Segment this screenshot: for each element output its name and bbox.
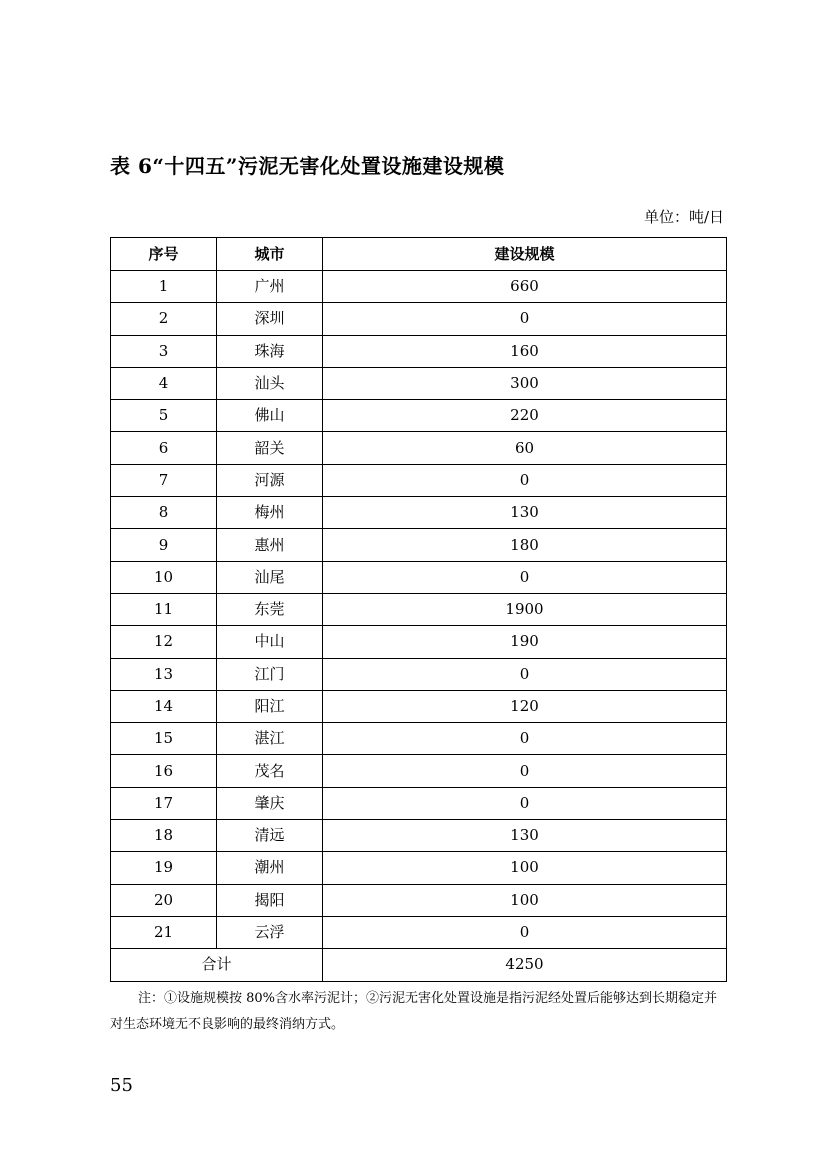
row-scale: 300 xyxy=(323,367,727,399)
header-row xyxy=(111,238,727,271)
row-scale: 120 xyxy=(323,690,727,722)
header-city: 城市 xyxy=(217,238,323,271)
table-row xyxy=(111,303,727,335)
table-row xyxy=(111,497,727,529)
row-city: 云浮 xyxy=(217,916,323,948)
footnote: 注：①设施规模按 80%含水率污泥计；②污泥无害化处置设施是指污泥经处置后能够达到长期稳定并对生态环境无不良影响的最终消纳方式。 xyxy=(110,991,718,1032)
table-row xyxy=(111,852,727,884)
row-city: 肇庆 xyxy=(217,787,323,819)
row-city: 汕头 xyxy=(217,367,323,399)
row-scale: 130 xyxy=(323,820,727,852)
row-scale: 0 xyxy=(323,723,727,755)
row-index: 9 xyxy=(111,529,217,561)
page-title: 表 6“十四五”污泥无害化处置设施建设规模 xyxy=(110,154,505,178)
row-index: 17 xyxy=(111,787,217,819)
table-row xyxy=(111,755,727,787)
row-city: 东莞 xyxy=(217,593,323,625)
row-scale: 130 xyxy=(323,497,727,529)
table-row xyxy=(111,400,727,432)
row-scale: 0 xyxy=(323,464,727,496)
row-scale: 660 xyxy=(323,271,727,303)
table-row xyxy=(111,787,727,819)
row-scale: 0 xyxy=(323,916,727,948)
row-index: 11 xyxy=(111,593,217,625)
page-number: 55 xyxy=(110,1075,133,1096)
row-city: 阳江 xyxy=(217,690,323,722)
table-body xyxy=(111,271,727,982)
total-label: 合计 xyxy=(111,949,323,981)
unit-label: 单位：吨/日 xyxy=(643,208,724,226)
row-index: 8 xyxy=(111,497,217,529)
row-index: 2 xyxy=(111,303,217,335)
data-table xyxy=(110,237,727,982)
table-row xyxy=(111,335,727,367)
row-city: 韶关 xyxy=(217,432,323,464)
row-index: 1 xyxy=(111,271,217,303)
row-index: 10 xyxy=(111,561,217,593)
row-city: 惠州 xyxy=(217,529,323,561)
row-city: 中山 xyxy=(217,626,323,658)
row-city: 茂名 xyxy=(217,755,323,787)
row-scale: 0 xyxy=(323,787,727,819)
row-city: 广州 xyxy=(217,271,323,303)
table-row xyxy=(111,723,727,755)
row-index: 5 xyxy=(111,400,217,432)
table-row xyxy=(111,626,727,658)
table-row xyxy=(111,593,727,625)
row-city: 清远 xyxy=(217,820,323,852)
row-scale: 0 xyxy=(323,561,727,593)
table-row xyxy=(111,884,727,916)
row-scale: 180 xyxy=(323,529,727,561)
row-index: 16 xyxy=(111,755,217,787)
row-scale: 220 xyxy=(323,400,727,432)
row-index: 12 xyxy=(111,626,217,658)
total-row xyxy=(111,949,727,981)
row-index: 21 xyxy=(111,916,217,948)
row-scale: 0 xyxy=(323,658,727,690)
header-index: 序号 xyxy=(111,238,217,271)
row-city: 湛江 xyxy=(217,723,323,755)
table-row xyxy=(111,658,727,690)
row-index: 15 xyxy=(111,723,217,755)
row-index: 4 xyxy=(111,367,217,399)
row-index: 6 xyxy=(111,432,217,464)
row-city: 汕尾 xyxy=(217,561,323,593)
row-scale: 100 xyxy=(323,852,727,884)
table-row xyxy=(111,561,727,593)
table-row xyxy=(111,464,727,496)
row-index: 14 xyxy=(111,690,217,722)
row-scale: 1900 xyxy=(323,593,727,625)
row-scale: 190 xyxy=(323,626,727,658)
table-row xyxy=(111,916,727,948)
table-row xyxy=(111,820,727,852)
table-header xyxy=(111,238,727,271)
row-city: 深圳 xyxy=(217,303,323,335)
row-city: 佛山 xyxy=(217,400,323,432)
total-value: 4250 xyxy=(323,949,727,981)
table-row xyxy=(111,271,727,303)
table-row xyxy=(111,367,727,399)
table-row xyxy=(111,690,727,722)
row-city: 潮州 xyxy=(217,852,323,884)
row-index: 13 xyxy=(111,658,217,690)
header-scale: 建设规模 xyxy=(323,238,727,271)
row-scale: 160 xyxy=(323,335,727,367)
row-scale: 0 xyxy=(323,303,727,335)
row-scale: 0 xyxy=(323,755,727,787)
row-city: 梅州 xyxy=(217,497,323,529)
row-index: 19 xyxy=(111,852,217,884)
row-city: 珠海 xyxy=(217,335,323,367)
row-city: 河源 xyxy=(217,464,323,496)
row-index: 20 xyxy=(111,884,217,916)
row-index: 7 xyxy=(111,464,217,496)
row-scale: 60 xyxy=(323,432,727,464)
table-row xyxy=(111,432,727,464)
row-index: 3 xyxy=(111,335,217,367)
table-row xyxy=(111,529,727,561)
row-scale: 100 xyxy=(323,884,727,916)
row-city: 江门 xyxy=(217,658,323,690)
row-index: 18 xyxy=(111,820,217,852)
row-city: 揭阳 xyxy=(217,884,323,916)
